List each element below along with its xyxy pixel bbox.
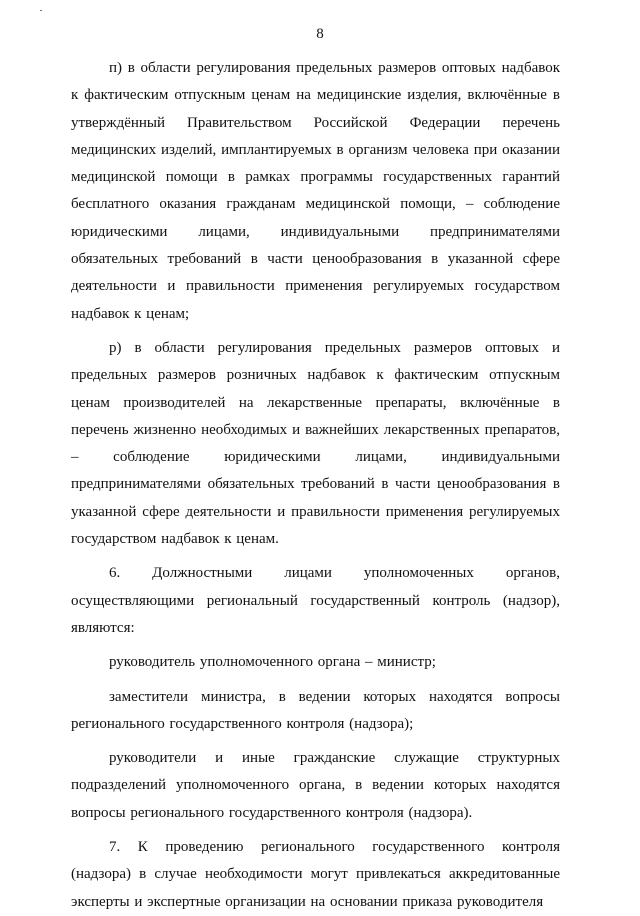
paragraph-item-p: п) в области регулирования предельных размеров оптовых надбавок к фактическим отпускным ценам на медицинские изделия, включённые в утверждённый Правительством Российской Федерации перечень медицинских изделий, имплантируемых в организм человека при оказании медицинской помощи в рамках программы государственных гарантий бесплатного оказания гражданам медицинской помощи, – соблюдение юридическими лицами, индивидуальными предпринимателями обязательных требований в части ценообразования в указанной сфере деятельности и правильности применения регулируемых государством надбавок к ценам; — [71, 60, 560, 322]
paragraph-section-6: 6. Должностными лицами уполномоченных органов, осуществляющими региональный государственный контроль (надзор), являются: — [71, 565, 560, 636]
page-number: 8 — [316, 26, 324, 42]
scan-mark — [40, 10, 42, 11]
paragraph-section-7: 7. К проведению регионального государственного контроля (надзора) в случае необходимости могут привлекаться аккредитованные эксперты и экспертные организации на основании приказа руководителя — [71, 839, 560, 910]
paragraph-item-r: р) в области регулирования предельных размеров оптовых и предельных размеров розничных надбавок к фактическим отпускным ценам производителей на лекарственные препараты, включённые в перечень жизненно необходимых и важнейших лекарственных препаратов, – соблюдение юридическими лицами, индивидуальными предпринимателями обязательных требований в части ценообразования в указанной сфере деятельности и правильности применения регулируемых государством надбавок к ценам. — [71, 339, 560, 548]
paragraph-official-staff: руководители и иные гражданские служащие структурных подразделений уполномоченного органа, в ведении которых находятся вопросы регионального государственного контроля (надзора). — [71, 750, 560, 821]
paragraph-official-minister: руководитель уполномоченного органа – министр; — [109, 654, 436, 671]
document-body — [71, 55, 560, 916]
paragraph-official-deputies: заместители министра, в ведении которых находятся вопросы регионального государственного контроля (надзора); — [71, 688, 560, 732]
